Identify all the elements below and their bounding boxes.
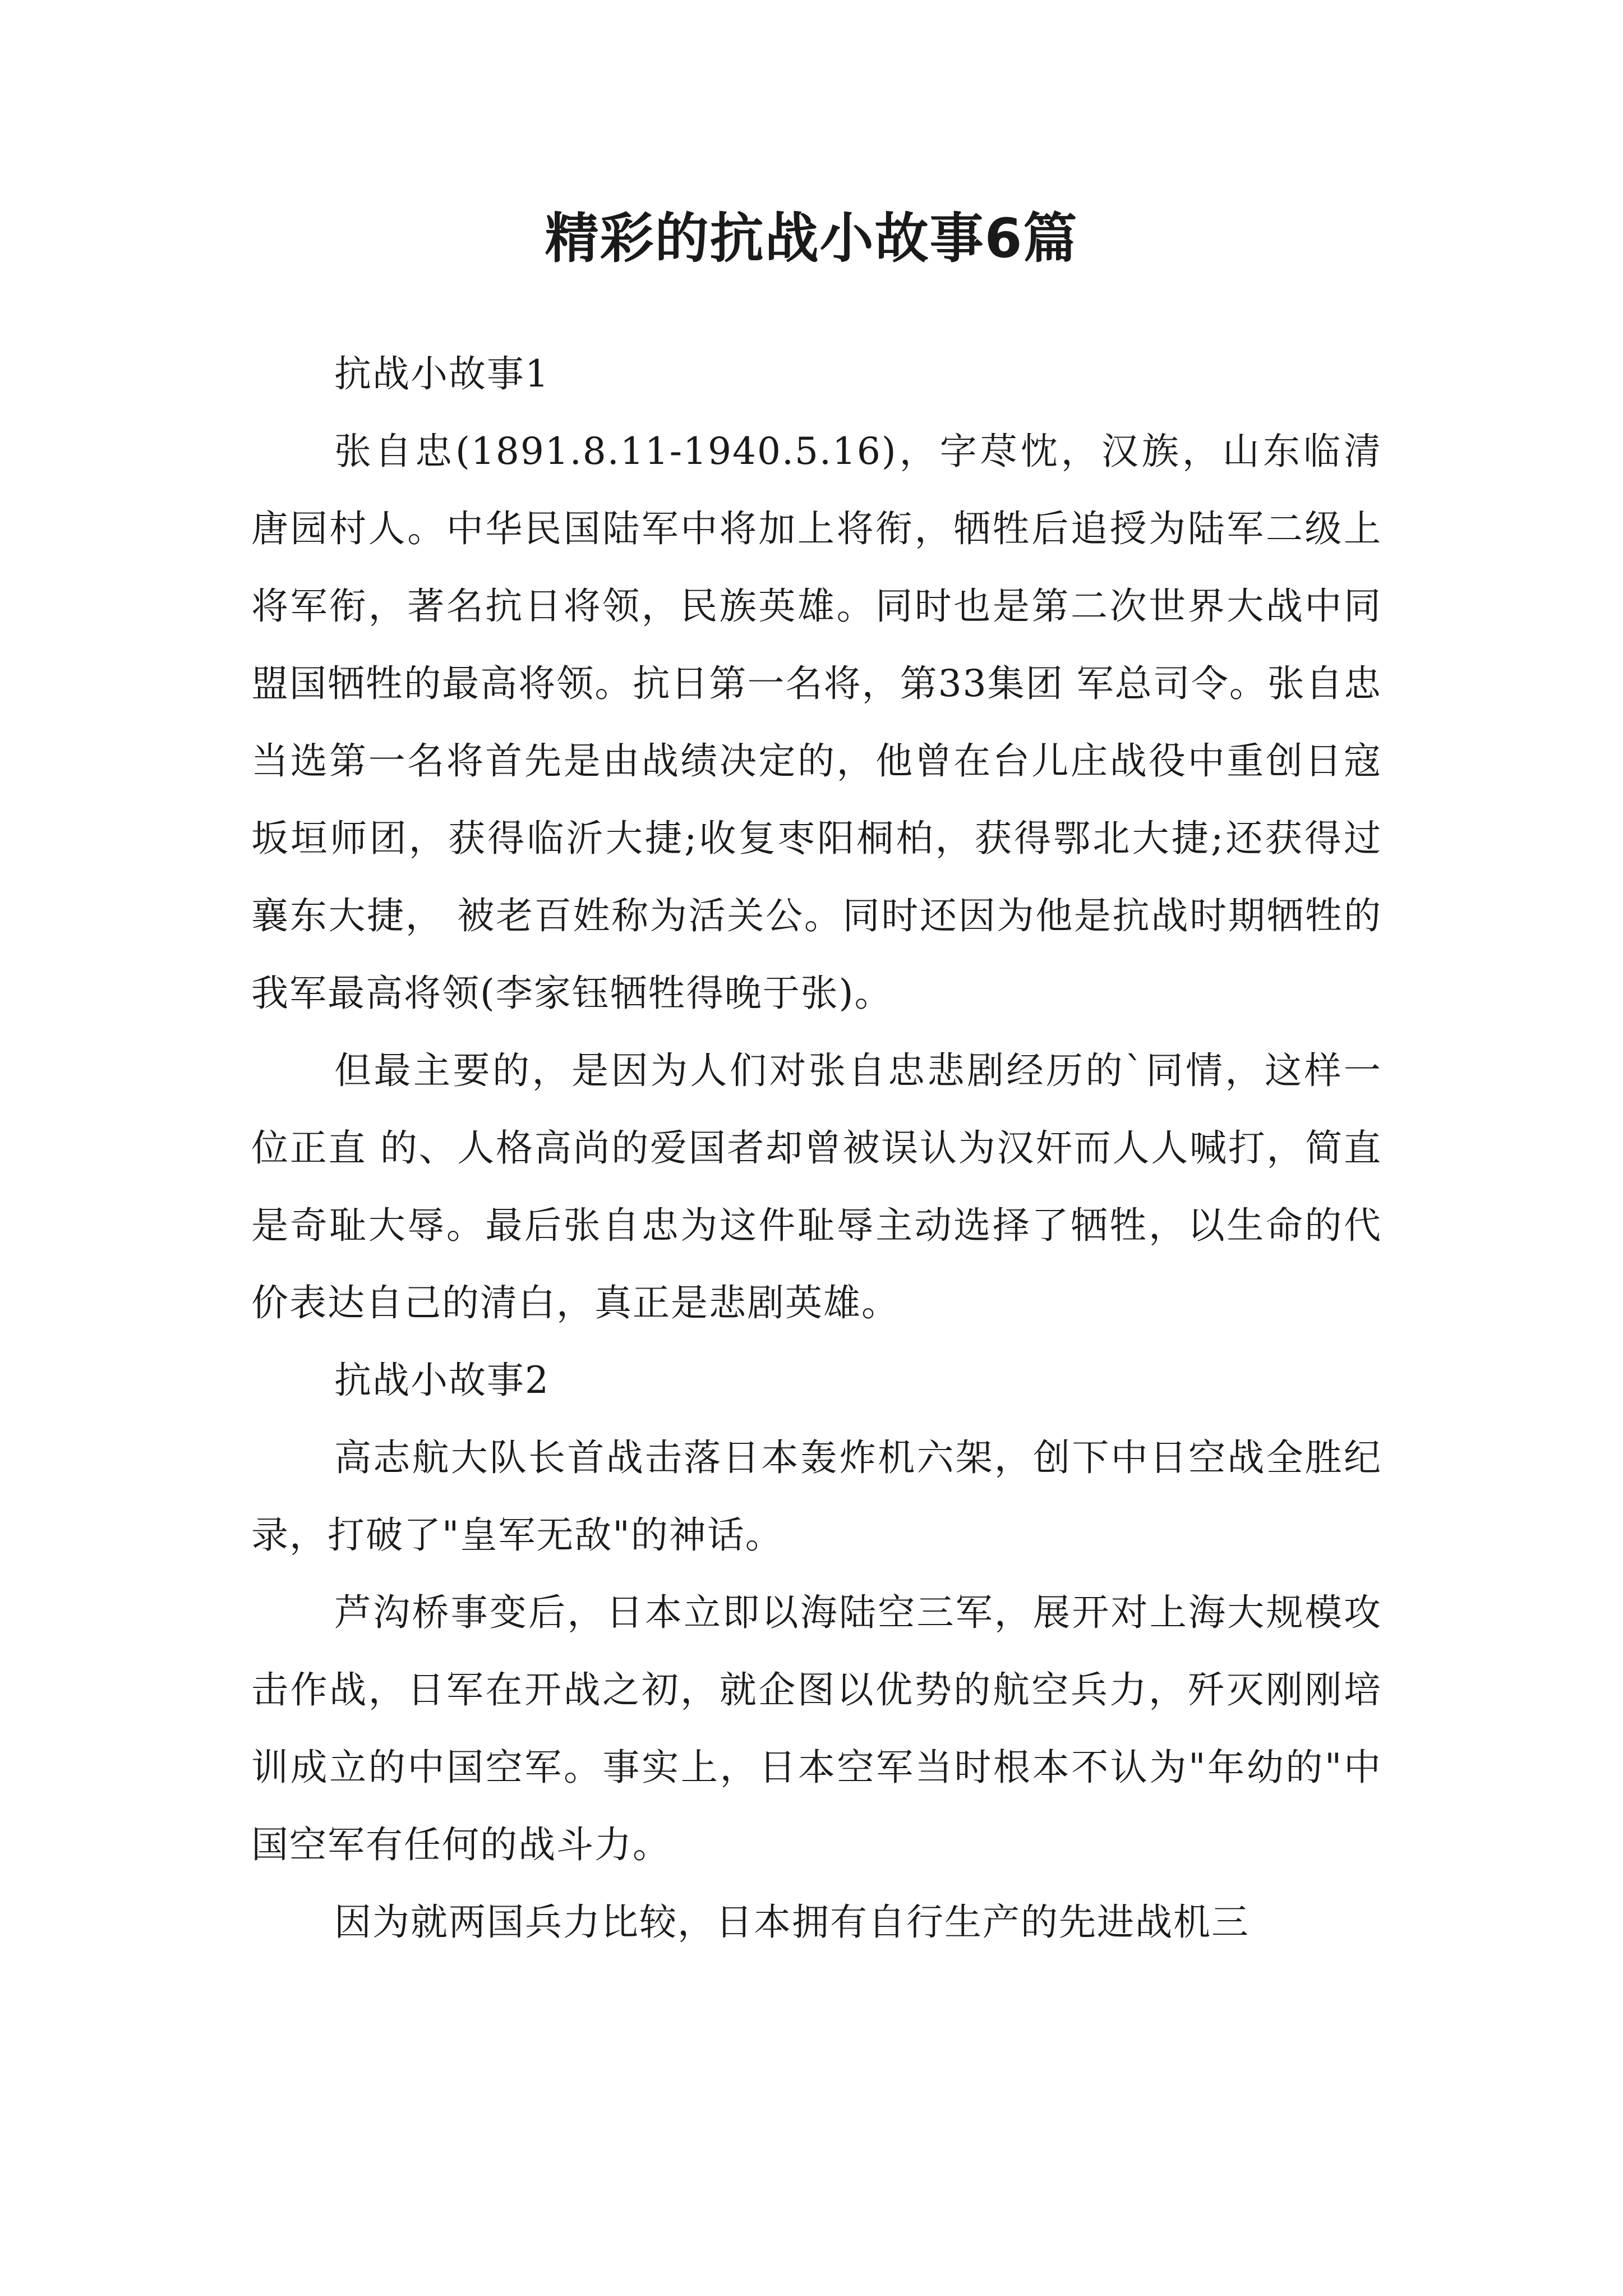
section-heading-2: 抗战小故事2 <box>334 1359 550 1402</box>
document-body <box>251 335 1382 1961</box>
document-title: 精彩的抗战小故事6篇 <box>545 207 1078 270</box>
section-heading-1: 抗战小故事1 <box>334 352 550 395</box>
paragraph: 因为就两国兵力比较，日本拥有自行生产的先进战机三 <box>334 1901 1249 1944</box>
paragraph: 张自忠(1891.8.11-1940.5.16)，字荩忱，汉族，山东临清唐园村人。中华民国陆军中将加上将衔，牺牲后追授为陆军二级上将军衔，著名抗日将领，民族英雄。同时也是第二次世界大战中同盟国牺牲的最高将领。抗日第一名将，第33集团 军总司令。张自忠当选第一名将首先是由战绩决定的，他曾在台儿庄战役中重创日寇坂垣师团，获得临沂大捷;收复枣阳桐柏，获得鄂北大捷;还获得过襄东大捷， 被老百姓称为活关公。同时还因为他是抗战时期牺牲的我军最高将领(李家钰牺牲得晚于张)。 <box>251 430 1382 1015</box>
paragraph: 芦沟桥事变后，日本立即以海陆空三军，展开对上海大规模攻击作战，日军在开战之初，就企图以优势的航空兵力，歼灭刚刚培训成立的中国空军。事实上，日本空军当时根本不认为"年幼的"中国空军有任何的战斗力。 <box>251 1591 1382 1866</box>
paragraph: 但最主要的，是因为人们对张自忠悲剧经历的`同情，这样一位正直 的、人格高尚的爱国者却曾被误认为汉奸而人人喊打，简直是奇耻大辱。最后张自忠为这件耻辱主动选择了牺牲，以生命的代价表达自己的清白，真正是悲剧英雄。 <box>251 1049 1382 1324</box>
paragraph: 高志航大队长首战击落日本轰炸机六架，创下中日空战全胜纪录，打破了"皇军无敌"的神话。 <box>251 1436 1382 1557</box>
